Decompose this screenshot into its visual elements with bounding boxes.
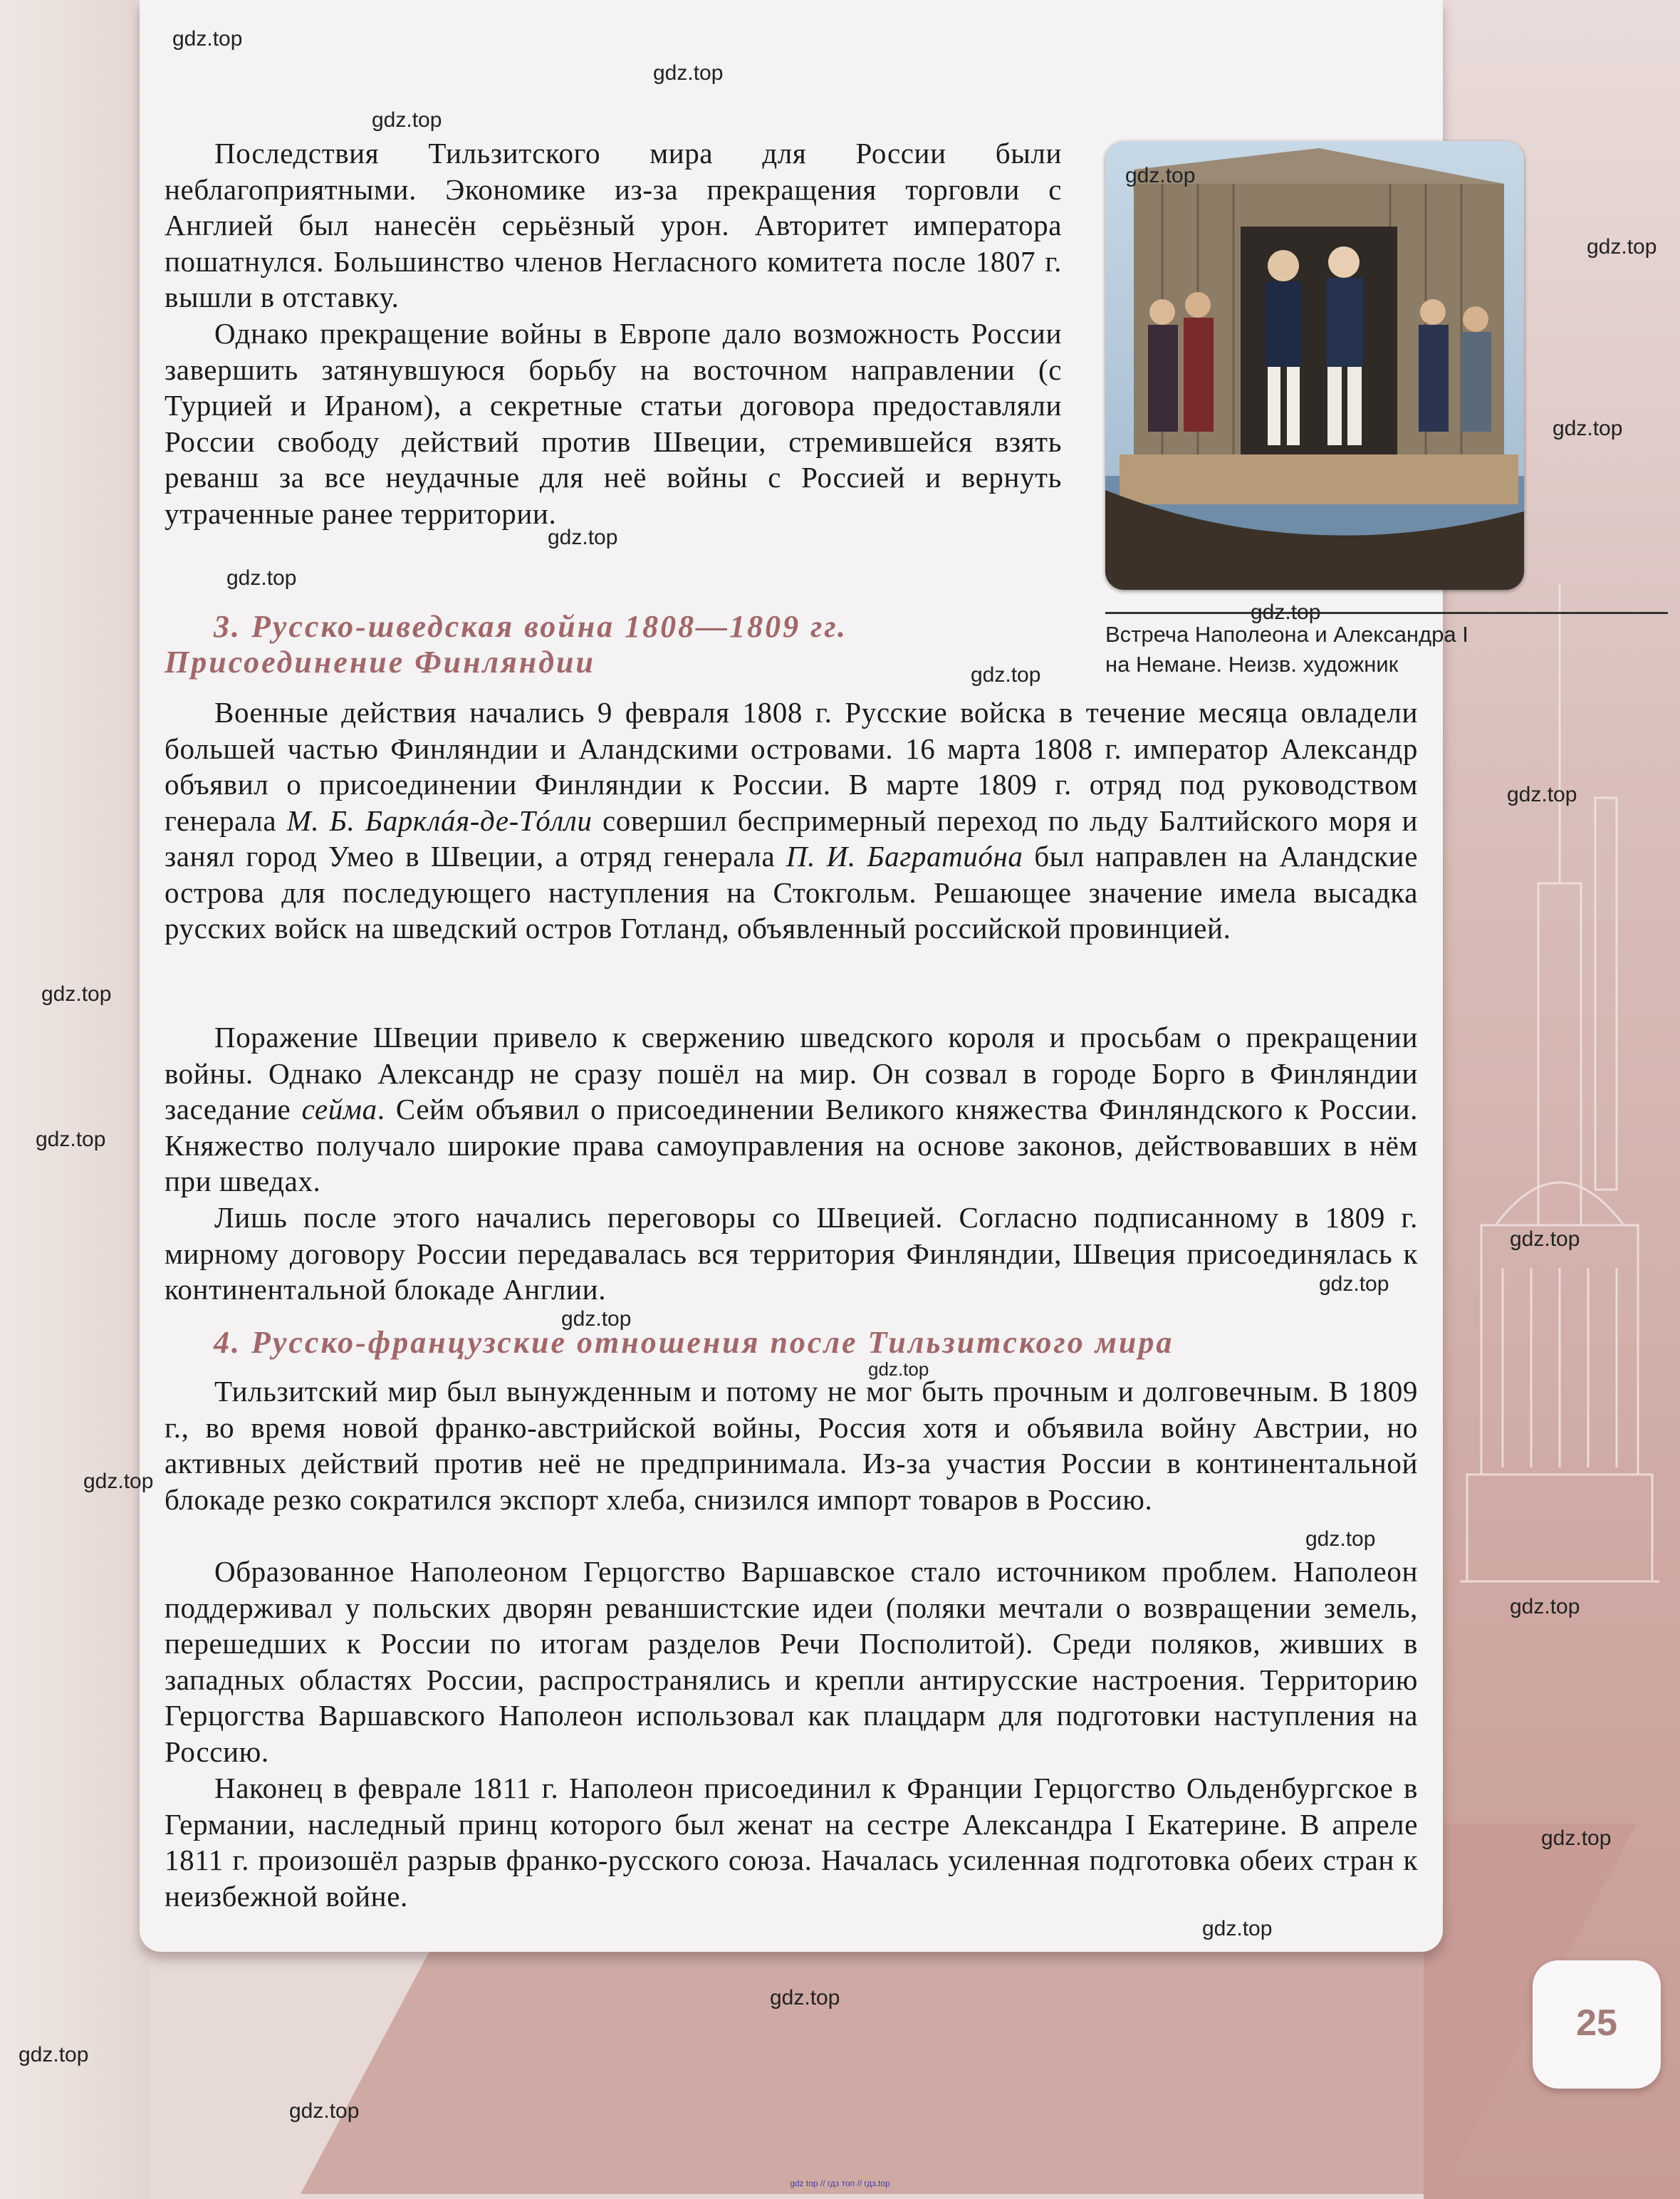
painting-illustration (1105, 141, 1524, 590)
page-number-tab (1533, 1960, 1661, 2089)
paragraph-3-part-2: совершил беспримерный переход по льду Балтийского моря и занял город Умео в Швеции, а отряд генерала (165, 804, 1418, 873)
section-3-heading-line2: Присоединение Финляндии (165, 645, 595, 680)
paragraph-1: Последствия Тильзитского мира для России были неблагоприятными. Экономике из-за прекращения торговли с Англией был нанесён серьёзный урон. Авторитет императора пошатнулся. Большинство членов Негласного комитета после 1807 г. вышли в отставку. (165, 137, 1062, 313)
paragraph-3-part-3: был направлен на Аландские острова для последующего наступления на Стокгольм. Решающее значение имела высадка русских войск на шведский остров Готланд, объявленный российской провинцией. (165, 840, 1418, 945)
watermark: gdz.top (653, 61, 724, 85)
paragraph-8: Наконец в феврале 1811 г. Наполеон присоединил к Франции Герцогство Ольденбургское в Германии, наследный принц которого был женат на сестре Александра I Екатерине. В апреле 1811 г. произошёл разрыв франко-русского союза. Началась усиленная подготовка обеих стран к неизбежной войне. (165, 1772, 1418, 1913)
watermark: gdz.top (868, 1358, 929, 1380)
paragraph-7: Образованное Наполеоном Герцогство Варшавское стало источником проблем. Наполеон поддерживал у польских дворян реваншистские идеи (поляки мечтали о возвращении земель, перешедших к России по итогам разделов Речи Посполитой). Среди поляков, живших в западных областях России, распространялись и крепли антирусские настроения. Территорию Герцогства Варшавского Наполеон использовал как плацдарм для подготовки наступления на Россию. (165, 1555, 1418, 1768)
paragraph-3 (165, 695, 1418, 947)
paragraph-2: Однако прекращение войны в Европе дало возможность России завершить затянувшуюся борьбу на восточном направлении (с Турцией и Ираном), а секретные статьи договора предоставляли России свободу действий против Швеции, стремившейся взять реванш за все неудачные для неё войны с Россией и вернуть утраченные ранее территории. (165, 317, 1062, 530)
watermark: gdz.top (1541, 1826, 1612, 1850)
watermark: gdz.top (971, 663, 1041, 687)
watermark: gdz.top (561, 1307, 632, 1331)
section-4-heading: 4. Русско-французские отношения после Тильзитского мира (214, 1325, 1174, 1360)
watermark: gdz.top (36, 1128, 106, 1151)
paragraph-4 (165, 1019, 1418, 1200)
paragraph-4-part-2: . Сейм объявил о присоединении Великого княжества Финляндского к России. Княжество получало широкие права самоуправления на основе законов, действовавших в нём при шведах. (165, 1093, 1418, 1197)
watermark: gdz.top (1510, 1595, 1580, 1618)
watermark: gdz.top (19, 2043, 89, 2067)
watermark: gdz.top (1125, 164, 1196, 187)
figure-caption (1105, 620, 1533, 680)
watermark: gdz.top (1319, 1272, 1389, 1296)
bottom-banner: gdz top // гдз топ // гдз.top (790, 2178, 890, 2188)
person-name-bagration: П. И. Багратиóна (786, 840, 1023, 873)
person-name-barclay: М. Б. Барклáя-де-Тóлли (286, 804, 593, 837)
watermark: gdz.top (226, 566, 297, 590)
page-number: 25 (1576, 2002, 1617, 2044)
caption-line-1: Встреча Наполеона и Александра I (1105, 622, 1468, 647)
watermark: gdz.top (83, 1470, 154, 1493)
watermark: gdz.top (1587, 235, 1657, 259)
paragraph-5: Лишь после этого начались переговоры со Швецией. Согласно подписанному в 1809 г. мирному договору России передавалась вся территория Финляндии, Швеция присоединялась к континентальной блокаде Англии. (165, 1201, 1418, 1306)
watermark: gdz.top (1507, 783, 1577, 806)
painting-napoleon-alexander (1105, 141, 1524, 590)
watermark: gdz.top (1251, 601, 1321, 624)
watermark: gdz.top (41, 982, 112, 1006)
watermark: gdz.top (372, 108, 442, 132)
watermark: gdz.top (1510, 1227, 1580, 1251)
watermark: gdz.top (172, 27, 243, 51)
paragraph-4-part-1: Поражение Швеции привело к свержению шведского короля и просьбам о прекращении войны. Однако Александр не сразу пошёл на мир. Он созвал в городе Борго в Финляндии заседание (165, 1021, 1418, 1126)
page-left-margin (0, 0, 150, 2199)
section-3-heading-line1: 3. Русско-шведская война 1808—1809 гг. (214, 609, 848, 644)
caption-rule (1105, 612, 1668, 614)
watermark: gdz.top (548, 526, 618, 549)
watermark: gdz.top (1305, 1527, 1376, 1551)
paragraph-6: Тильзитский мир был вынужденным и потому не мог быть прочным и долговечным. В 1809 г., во время новой франко-австрийской войны, Россия хотя и объявила войну Австрии, но активных действий против неё не предпринимала. Из-за участия России в континентальной блокаде резко сократился экспорт хлеба, снизился импорт товаров в Россию. (165, 1375, 1418, 1516)
watermark: gdz.top (1202, 1917, 1273, 1940)
watermark: gdz.top (770, 1986, 840, 2010)
watermark: gdz.top (289, 2099, 360, 2123)
watermark: gdz.top (1553, 417, 1623, 440)
term-sejm: сейма (301, 1093, 377, 1126)
paragraph-3-part-1: Военные действия начались 9 февраля 1808 г. Русские войска в течение месяца овладели большей частью Финляндии и Аландскими островами. 16 марта 1808 г. император Александр объявил о присоединении Финляндии к России. В марте 1809 г. отряд под руководством генерала (165, 696, 1418, 837)
caption-line-2: на Немане. Неизв. художник (1105, 652, 1399, 677)
